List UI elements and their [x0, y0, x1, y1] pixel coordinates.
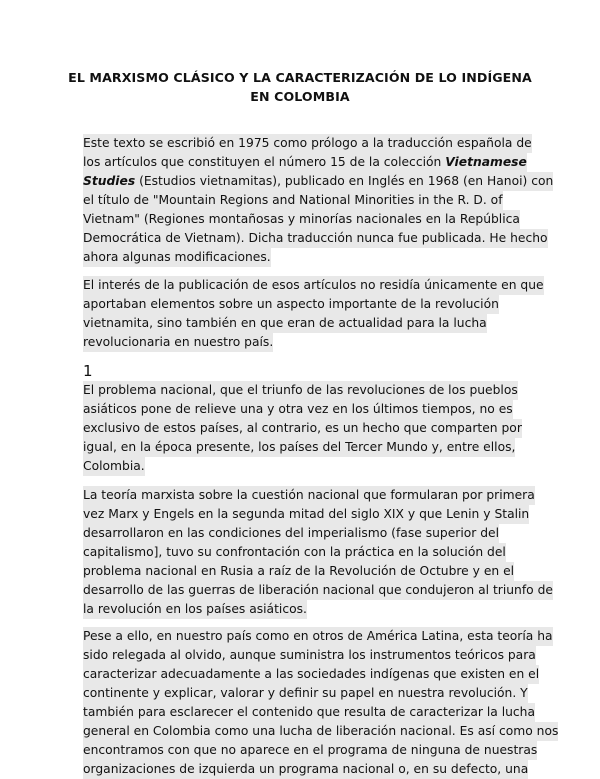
paragraph-1-line	[83, 153, 527, 172]
paragraph-4-line: desarrollo de las guerras de liberación nacional que condujeron al triunfo de	[83, 581, 553, 600]
paragraph-5-line: también para esclarecer el contenido que resulta de caracterizar la lucha	[83, 703, 535, 722]
paragraph-3-line: El problema nacional, que el triunfo de las revoluciones de los pueblos	[83, 381, 518, 400]
paragraph-3-line: exclusivo de estos países, al contrario, es un hecho que comparten por	[83, 419, 522, 438]
paragraph-5-line: general en Colombia como una lucha de liberación nacional. Es así como nos	[83, 722, 558, 741]
paragraph-3-line: igual, en la época presente, los países del Tercer Mundo y, entre ellos,	[83, 438, 515, 457]
section-number: 1	[83, 362, 93, 380]
paragraph-5-line: Pese a ello, en nuestro país como en otros de América Latina, esta teoría ha	[83, 627, 553, 646]
paragraph-1-line: Democrática de Vietnam). Dicha traducción nunca fue publicada. He hecho	[83, 229, 548, 248]
paragraph-5-line: sido relegada al olvido, aunque suministra los instrumentos teóricos para	[83, 646, 536, 665]
paragraph-1-line: ahora algunas modificaciones.	[83, 248, 271, 267]
paragraph-5-line: continente y explicar, valorar y definir su papel en nuestra revolución. Y	[83, 684, 528, 703]
italic-collection-title: Studies	[83, 174, 136, 188]
paragraph-3-line: asiáticos pone de relieve una y otra vez en los últimos tiempos, no es	[83, 400, 513, 419]
paragraph-2-line: revolucionaria en nuestro país.	[83, 333, 273, 352]
text-span: los artículos que constituyen el número 15 de la colección	[83, 155, 446, 169]
text-span: (Estudios vietnamitas), publicado en Inglés en 1968 (en Hanoi) con	[135, 174, 554, 188]
paragraph-5-line: caracterizar adecuadamente a las sociedades indígenas que existen en el	[83, 665, 539, 684]
paragraph-4-line: La teoría marxista sobre la cuestión nacional que formularan por primera	[83, 486, 535, 505]
paragraph-4-line: problema nacional en Rusia a raíz de la Revolución de Octubre y en el	[83, 562, 514, 581]
paragraph-4-line: vez Marx y Engels en la segunda mitad del siglo XIX y que Lenin y Stalin	[83, 505, 529, 524]
paragraph-4-line: la revolución en los países asiáticos.	[83, 600, 307, 619]
paragraph-5-line: organizaciones de izquierda un programa nacional o, en su defecto, una	[83, 760, 528, 779]
paragraph-4-line: capitalismo], tuvo su confrontación con la práctica en la solución del	[83, 543, 506, 562]
paragraph-2-line: aportaban elementos sobre un aspecto importante de la revolución	[83, 295, 499, 314]
paragraph-5-line: encontramos con que no aparece en el programa de ninguna de nuestras	[83, 741, 537, 760]
paragraph-2-line: vietnamita, sino también en que eran de actualidad para la lucha	[83, 314, 487, 333]
paragraph-2-line: El interés de la publicación de esos artículos no residía únicamente en que	[83, 276, 544, 295]
paragraph-3-line: Colombia.	[83, 457, 145, 476]
italic-collection-title: Vietnamese	[445, 155, 527, 169]
document-title	[40, 68, 560, 106]
title-line-2: EN COLOMBIA	[250, 89, 350, 104]
paragraph-1-line: Este texto se escribió en 1975 como prólogo a la traducción española de	[83, 134, 532, 153]
paragraph-1-line: Vietnam" (Regiones montañosas y minorías nacionales en la República	[83, 210, 520, 229]
paragraph-1-line: el título de "Mountain Regions and National Minorities in the R. D. of	[83, 191, 503, 210]
paragraph-1-line	[83, 172, 553, 191]
paragraph-4-line: desarrollaron en las condiciones del imperialismo (fase superior del	[83, 524, 499, 543]
title-line-1: EL MARXISMO CLÁSICO Y LA CARACTERIZACIÓN DE LO INDÍGENA	[68, 70, 532, 85]
